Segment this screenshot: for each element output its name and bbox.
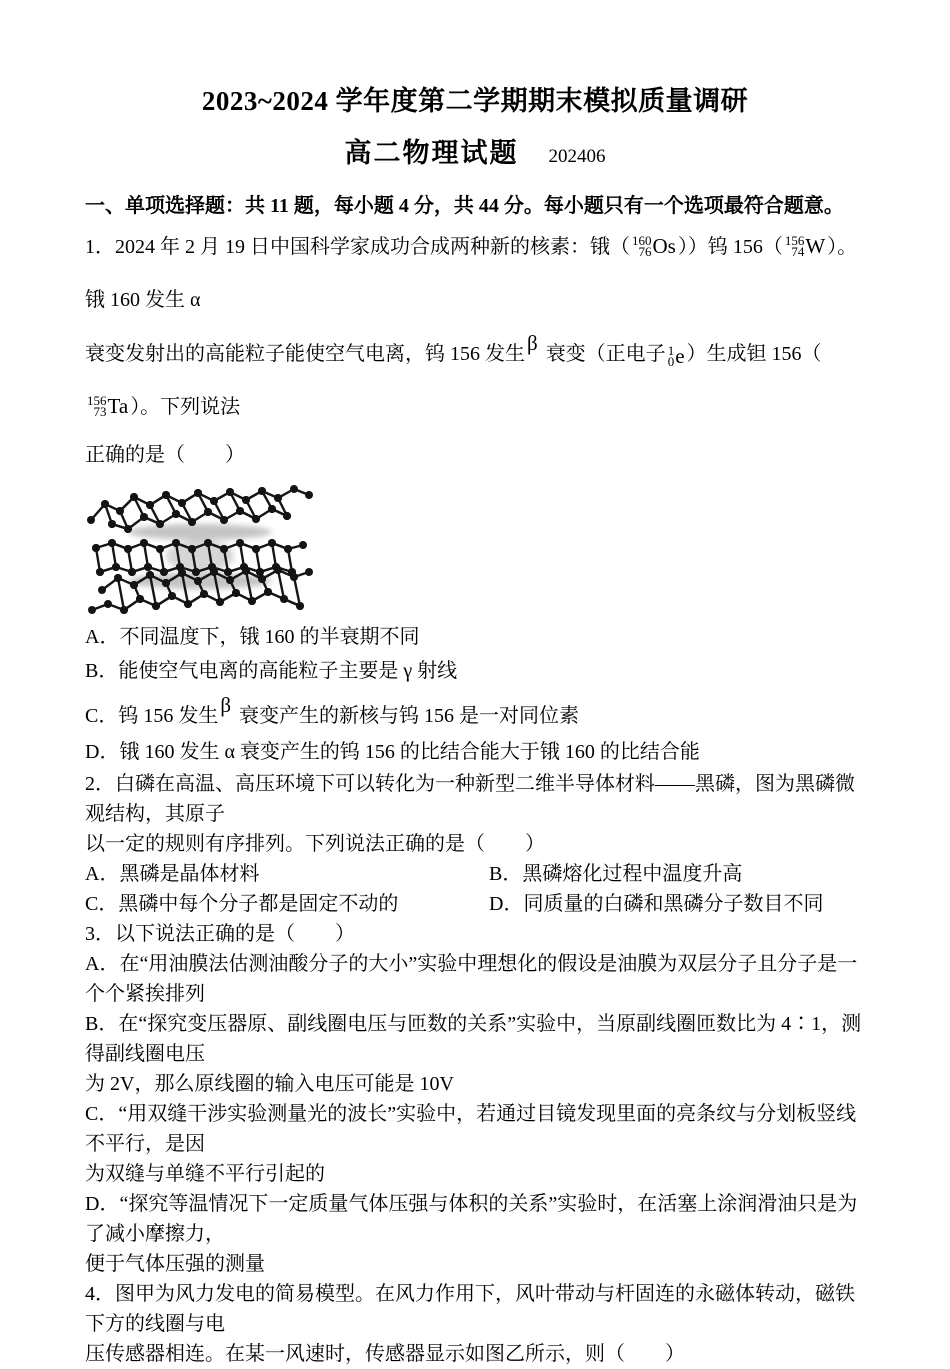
q1-stem-line-1 <box>85 221 865 327</box>
q1-option-c-text: C．钨 156 发生 <box>85 705 219 727</box>
q3-option-d-line-2: 便于气体压强的测量 <box>85 1253 265 1275</box>
q2-stem-line-1: 2．白磷在高温、高压环境下可以转化为一种新型二维半导体材料——黑磷，图为黑磷微观结构，其原子 <box>85 773 855 825</box>
q1-stem-line-3: 正确的是（ ） <box>85 444 245 466</box>
q1-text-segment: ）。锇 160 发生 α <box>85 236 858 311</box>
question-2 <box>85 769 865 919</box>
q1-text-segment: ））钨 156（ <box>677 236 783 258</box>
atomic-number: 74 <box>791 244 805 259</box>
nuclide-numbers <box>668 345 675 367</box>
element-symbol: e <box>675 344 685 368</box>
q2-option-a: A．黑磷是晶体材料 <box>85 863 260 885</box>
question-3 <box>85 919 865 1279</box>
q1-text-segment: 衰变（正电子 <box>545 343 666 365</box>
q3-stem: 3．以下说法正确的是（ ） <box>85 923 355 945</box>
q1-option-a: A．不同温度下，锇 160 的半衰期不同 <box>85 626 420 648</box>
nuclide-tungsten-156 <box>785 235 825 257</box>
atomic-number: 73 <box>93 404 107 419</box>
exam-subtitle <box>85 134 865 177</box>
beta-superscript: β <box>527 331 538 355</box>
q3-option-b-line-2: 为 2V，那么原线圈的输入电压可能是 10V <box>85 1073 454 1095</box>
exam-date-code: 202406 <box>548 146 606 167</box>
nuclide-numbers <box>785 235 805 257</box>
question-1 <box>85 221 865 476</box>
question-4 <box>85 1279 865 1369</box>
mass-number: 1 <box>667 343 675 358</box>
q2-option-b: B．黑磷熔化过程中温度升高 <box>489 863 743 885</box>
q1-text-segment: 衰变发射出的高能粒子能使空气电离，钨 156 发生 <box>85 343 525 365</box>
q2-option-d: D．同质量的白磷和黑磷分子数目不同 <box>489 893 824 915</box>
q1-option-b: B．能使空气电离的高能粒子主要是 γ 射线 <box>85 660 458 682</box>
element-symbol: Os <box>652 234 676 258</box>
q2-stem-line-2: 以一定的规则有序排列。下列说法正确的是（ ） <box>85 833 545 855</box>
mass-number: 160 <box>632 233 652 248</box>
nuclide-tantalum-156 <box>87 395 128 417</box>
q1-option-c <box>85 688 865 735</box>
q4-stem-line-1: 4．图甲为风力发电的简易模型。在风力作用下，风叶带动与杆固连的永磁体转动，磁铁下方的线圈与电 <box>85 1283 855 1335</box>
q3-option-d-line-1: D．“探究等温情况下一定质量气体压强与体积的关系”实验时，在活塞上涂润滑油只是为了减小摩擦力， <box>85 1193 858 1245</box>
question-1-options <box>85 620 865 769</box>
nuclide-numbers <box>632 235 652 257</box>
nuclide-osmium-160 <box>632 235 676 257</box>
q1-option-d: D．锇 160 发生 α 衰变产生的钨 156 的比结合能大于锇 160 的比结合能 <box>85 741 700 763</box>
beta-superscript: β <box>220 693 232 717</box>
q2-options-row-2 <box>85 889 865 919</box>
molecule-svg <box>88 482 313 614</box>
element-symbol: W <box>805 234 826 258</box>
q1-text-segment: 1．2024 年 2 月 19 日中国科学家成功合成两种新的核素：锇（ <box>85 236 630 258</box>
element-symbol: Ta <box>107 394 129 418</box>
mass-number: 156 <box>87 393 107 408</box>
q2-option-c: C．黑磷中每个分子都是固定不动的 <box>85 893 399 915</box>
q2-options-row-1 <box>85 859 865 889</box>
q1-option-c-text: 衰变产生的新核与钨 156 是一对同位素 <box>239 705 580 727</box>
atomic-number: 0 <box>667 354 675 369</box>
page-title: 2023~2024 学年度第二学期期末模拟质量调研 <box>201 86 749 116</box>
q3-option-a: A．在“用油膜法估测油酸分子的大小”实验中理想化的假设是油膜为双层分子且分子是一个个紧挨排列 <box>85 953 858 1005</box>
section-heading: 一、单项选择题：共 11 题，每小题 4 分，共 44 分。每小题只有一个选项最符合题意。 <box>85 195 844 217</box>
q1-text-segment: ）。下列说法 <box>130 396 241 418</box>
exam-subtitle-text: 高二物理试题 <box>344 138 519 168</box>
q3-option-c-line-2: 为双缝与单缝不平行引起的 <box>85 1163 325 1185</box>
mass-number: 156 <box>784 233 805 248</box>
q1-text-segment: ）生成钽 156（ <box>686 343 822 365</box>
nuclide-positron <box>668 345 685 367</box>
black-phosphorus-structure-image <box>88 482 865 616</box>
q4-stem-line-2: 压传感器相连。在某一风速时，传感器显示如图乙所示，则（ ） <box>85 1343 685 1365</box>
q3-option-b-line-1: B．在“探究变压器原、副线圈电压与匝数的关系”实验中，当原副线圈匝数比为 4∶1，测得副线圈电压 <box>85 1013 862 1065</box>
atomic-number: 76 <box>638 244 652 259</box>
nuclide-numbers <box>87 395 107 417</box>
q1-stem-line-2 <box>85 327 865 434</box>
q3-option-c-line-1: C．“用双缝干涉实验测量光的波长”实验中，若通过目镜发现里面的亮条纹与分划板竖线不平行，是因 <box>85 1103 857 1155</box>
